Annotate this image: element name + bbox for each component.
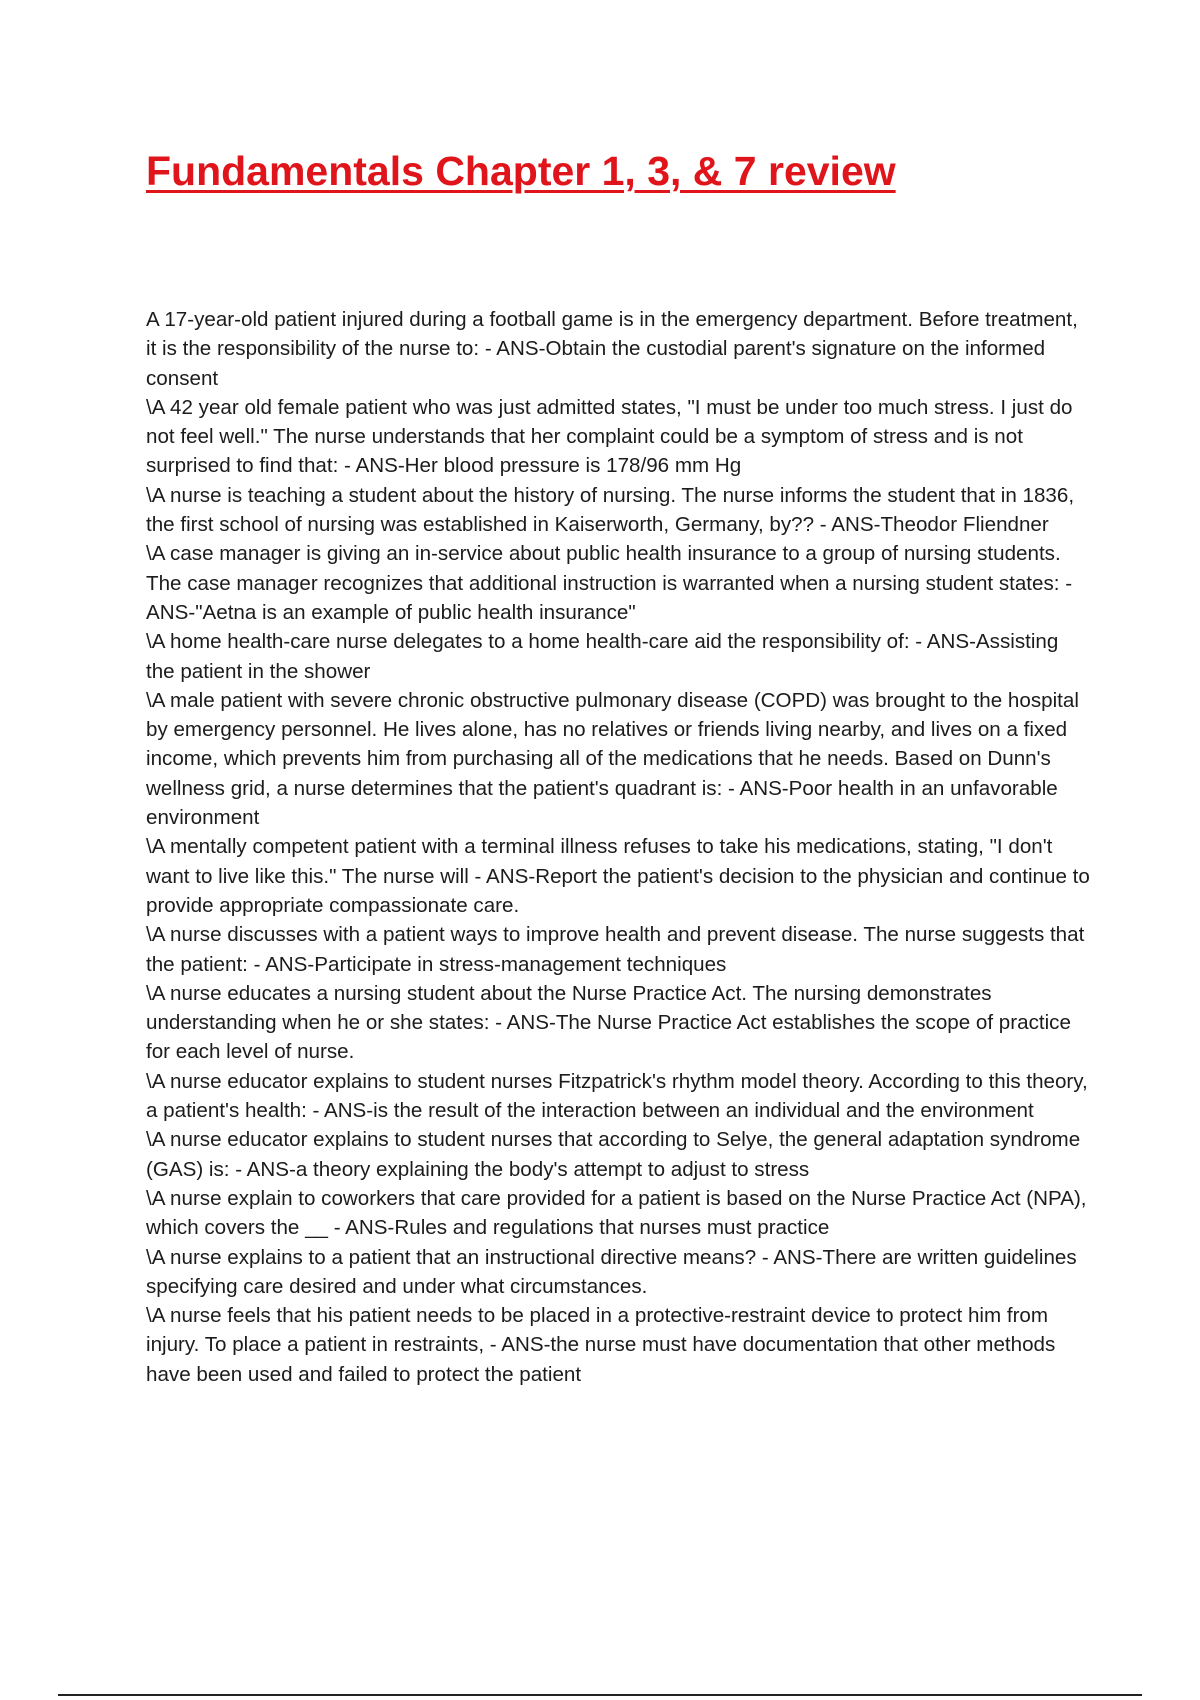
qa-entry-4: \A case manager is giving an in-service about public health insurance to a group of nursing students. The case manager recognizes that additional instruction is warranted when a nursing student states: - ANS-"Aetna is an example of public health insurance": [146, 542, 1073, 624]
qa-entry-12: \A nurse explain to coworkers that care provided for a patient is based on the Nurse Practice Act (NPA), which covers the __ - ANS-Rules and regulations that nurses must practice: [146, 1186, 1087, 1240]
qa-entry-13: \A nurse explains to a patient that an instructional directive means? - ANS-There are written guidelines specifying care desired and under what circumstances.: [146, 1245, 1077, 1298]
qa-entry-5: \A home health-care nurse delegates to a home health-care aid the responsibility of: - ANS-Assisting the patient in the shower: [146, 630, 1059, 683]
document-title: Fundamentals Chapter 1, 3, & 7 review: [146, 148, 896, 194]
qa-entry-7: \A mentally competent patient with a terminal illness refuses to take his medications, stating, "I don't want to live like this." The nurse will - ANS-Report the patient's decision to the physician and continue to provide appropriate compassionate care.: [146, 835, 1090, 917]
qa-entry-3: \A nurse is teaching a student about the history of nursing. The nurse informs the student that in 1836, the first school of nursing was established in Kaiserworth, Germany, by?? - ANS-Theodor Fliendner: [146, 483, 1075, 537]
qa-entry-9: \A nurse educates a nursing student about the Nurse Practice Act. The nursing demonstrates understanding when he or she states: - ANS-The Nurse Practice Act establishes the scope of practice for each level of nurse.: [146, 981, 1071, 1064]
qa-entry-2: \A 42 year old female patient who was just admitted states, "I must be under too much stress. I just do not feel well." The nurse understands that her complaint could be a symptom of stress and is not surprised to find that: - ANS-Her blood pressure is 178/96 mm Hg: [146, 395, 1073, 478]
qa-entry-14: \A nurse feels that his patient needs to be placed in a protective-restraint device to protect him from injury. To place a patient in restraints, - ANS-the nurse must have documentation that other methods have been used and failed to protect the patient: [146, 1304, 1056, 1386]
footer-divider: [58, 1694, 1142, 1696]
qa-entry-1: A 17-year-old patient injured during a football game is in the emergency department. Before treatment, it is the responsibility of the nurse to: - ANS-Obtain the custodial parent's signature on the informed consent: [146, 308, 1078, 390]
qa-entry-6: \A male patient with severe chronic obstructive pulmonary disease (COPD) was brought to the hospital by emergency personnel. He lives alone, has no relatives or friends living nearby, and lives on a fixed income, which prevents him from purchasing all of the medications that he needs. Based on Dunn's wellness grid, a nurse determines that the patient's quadrant is: - ANS-Poor health in an unfavorable environment: [146, 688, 1079, 830]
qa-entry-10: \A nurse educator explains to student nurses Fitzpatrick's rhythm model theory. According to this theory, a patient's health: - ANS-is the result of the interaction between an individual and the environment: [146, 1069, 1088, 1123]
qa-entry-8: \A nurse discusses with a patient ways to improve health and prevent disease. The nurse suggests that the patient: - ANS-Participate in stress-management techniques: [146, 923, 1085, 976]
document-body: [146, 305, 1091, 1389]
qa-entry-11: \A nurse educator explains to student nurses that according to Selye, the general adaptation syndrome (GAS) is: - ANS-a theory explaining the body's attempt to adjust to stress: [146, 1128, 1081, 1181]
